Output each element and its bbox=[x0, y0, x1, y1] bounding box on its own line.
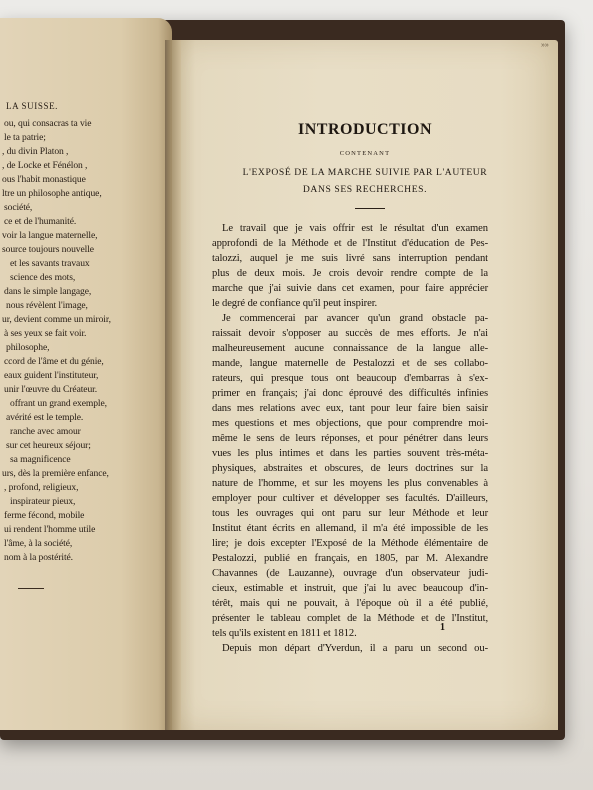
verse-line: ccord de l'âme et du génie, bbox=[4, 356, 104, 367]
verse-line: l'âme, à la société, bbox=[4, 538, 73, 549]
verse-line: dans le simple langage, bbox=[4, 286, 92, 297]
body-line: mes questions et mes objections, que pour comprendre moi- bbox=[212, 418, 488, 429]
book-gutter bbox=[165, 40, 181, 730]
verse-line: ui rendent l'homme utile bbox=[4, 524, 96, 535]
body-line: employer pour cultiver et développer ses facultés. D'ailleurs, bbox=[212, 493, 488, 504]
body-line: physiques, abstraites et obscures, de leurs doctrines sur la bbox=[212, 463, 488, 474]
page-number: 1 bbox=[440, 622, 445, 633]
verse-line: source toujours nouvelle bbox=[2, 244, 94, 255]
verse-line: offrant un grand exemple, bbox=[10, 398, 107, 409]
body-line: vues les plus intimes et dans les parties souvent très-méta- bbox=[212, 448, 488, 459]
body-line: malheureusement aucune connaissance de la langue alle- bbox=[212, 343, 488, 354]
left-running-head: LA SUISSE. bbox=[6, 101, 59, 111]
verse-line: ltre un philosophe antique, bbox=[2, 188, 102, 199]
verse-line: à ses yeux se fait voir. bbox=[4, 328, 87, 339]
body-line: approfondi de la Méthode et de l'Institut d'éducation de Pes- bbox=[212, 238, 488, 249]
body-line: Chavannes (de Lauzanne), ouvrage d'un observateur judi- bbox=[212, 568, 488, 579]
body-line: raissait devoir s'opposer au succès de mes efforts. Je n'ai bbox=[212, 328, 488, 339]
body-line: Le travail que je vais offrir est le résultat d'un examen bbox=[222, 223, 488, 234]
body-line: lire; je dois excepter l'Exposé de la Méthode élémentaire de bbox=[212, 538, 488, 549]
subtitle-line: DANS SES RECHERCHES. bbox=[302, 184, 428, 195]
verse-line: , de Locke et Fénélon , bbox=[2, 160, 88, 171]
end-rule bbox=[18, 588, 44, 589]
body-line: talozzi, auquel je me suis livré sans interruption pendant bbox=[212, 253, 488, 264]
verse-line: ou, qui consacras ta vie bbox=[4, 118, 92, 129]
body-line: primer en français; j'ai donc éprouvé des difficultés infinies bbox=[212, 388, 488, 399]
body-line: nature de l'homme, et sur les moyens les plus convenables à bbox=[212, 478, 488, 489]
body-line: mande, langue maternelle de Pestalozzi et de ses collabo- bbox=[212, 358, 488, 369]
left-page bbox=[0, 18, 172, 730]
verse-line: ous l'habit monastique bbox=[2, 174, 86, 185]
verse-line: , du divin Platon , bbox=[2, 146, 69, 157]
body-line: Depuis mon départ d'Yverdun, il a paru un second ou- bbox=[222, 643, 488, 654]
body-line: plus de deux mois. Je crois devoir rendre compte de la bbox=[212, 268, 488, 279]
verse-line: ranche avec amour bbox=[10, 426, 81, 437]
verse-line: nous révèlent l'image, bbox=[6, 300, 88, 311]
verse-line: , profond, religieux, bbox=[4, 482, 79, 493]
verse-line: avérité est le temple. bbox=[6, 412, 84, 423]
verse-line: voir la langue maternelle, bbox=[2, 230, 98, 241]
verse-line: sa magnificence bbox=[10, 454, 71, 465]
verse-line: eaux guident l'instituteur, bbox=[4, 370, 99, 381]
verse-line: ur, devient comme un miroir, bbox=[2, 314, 111, 325]
body-line: présenter le tableau complet de la Méthode et de l'Institut, bbox=[212, 613, 488, 624]
verse-line: nom à la postérité. bbox=[4, 552, 73, 563]
verse-line: unir l'œuvre du Créateur. bbox=[4, 384, 98, 395]
verse-line: ferme fécond, mobile bbox=[4, 510, 85, 521]
verse-line: inspirateur pieux, bbox=[10, 496, 76, 507]
body-line: même le sens de leurs réponses, et pour pénétrer dans leurs bbox=[212, 433, 488, 444]
body-line: Institut étant écrits en allemand, il m'a été impossible de les bbox=[212, 523, 488, 534]
title-rule bbox=[355, 208, 385, 209]
subtitle-line: L'EXPOSÉ DE LA MARCHE SUIVIE PAR L'AUTEUR bbox=[242, 167, 488, 178]
verse-line: le ta patrie; bbox=[4, 132, 46, 143]
verse-line: et les savants travaux bbox=[10, 258, 90, 269]
body-line: Pestalozzi, publié en français, en 1805, par M. Alexandre bbox=[212, 553, 488, 564]
body-line: dans mes relations avec eux, tant pour leur faire bien saisir bbox=[212, 403, 488, 414]
body-line: tous les ouvrages qui ont paru sur leur Méthode et leur bbox=[212, 508, 488, 519]
body-line: Je commencerai par avancer qu'un grand obstacle pa- bbox=[222, 313, 488, 324]
body-line: cieux, estimable et instruit, que j'ai lu avec beaucoup d'in- bbox=[212, 583, 488, 594]
verse-line: sur cet heureux séjour; bbox=[6, 440, 91, 451]
body-line: tels qu'ils existent en 1811 et 1812. bbox=[212, 628, 357, 639]
verse-line: science des mots, bbox=[10, 272, 76, 283]
verse-line: philosophe, bbox=[6, 342, 50, 353]
page-title: INTRODUCTION bbox=[297, 121, 432, 138]
subtitle-contenant: CONTENANT bbox=[339, 150, 391, 157]
body-line: rateurs, qui presque tous ont beaucoup d'embarras à s'ex- bbox=[212, 373, 488, 384]
body-line: le degré de confiance qu'il peut inspirer. bbox=[212, 298, 378, 309]
corner-mark: »» bbox=[541, 42, 549, 49]
body-line: térêt, mais qui ne pouvait, à l'époque où il a été publié, bbox=[212, 598, 488, 609]
verse-line: société, bbox=[4, 202, 33, 213]
verse-line: urs, dès la première enfance, bbox=[2, 468, 109, 479]
verse-line: ce et de l'humanité. bbox=[4, 216, 77, 227]
body-line: marche que j'ai suivie dans cet examen, pour faire apprécier bbox=[212, 283, 488, 294]
